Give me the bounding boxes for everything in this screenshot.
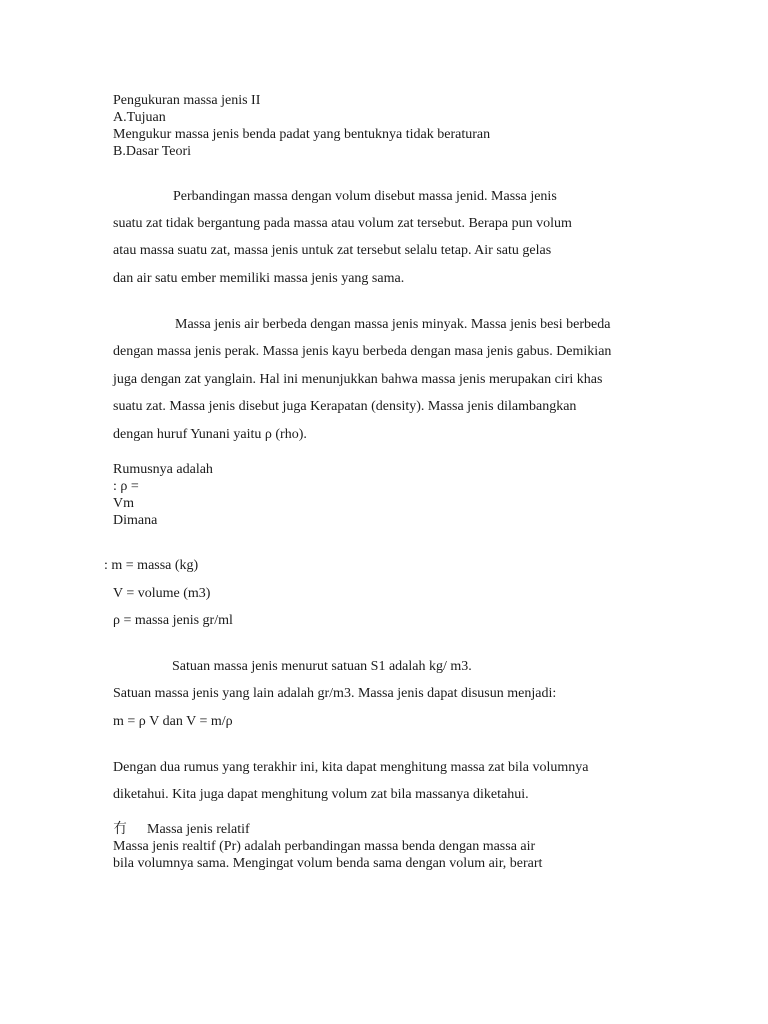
relatif-heading: Massa jenis relatif [147, 822, 250, 837]
relatif-line-1: Massa jenis realtif (Pr) adalah perbandingan massa benda dengan massa air [113, 839, 536, 854]
definition-rho: ρ = massa jenis gr/ml [113, 613, 233, 628]
paragraph-1-line: Perbandingan massa dengan volum disebut massa jenid. Massa jenis [173, 189, 557, 204]
paragraph-1-line: atau massa suatu zat, massa jenis untuk zat tersebut selalu tetap. Air satu gelas [113, 243, 552, 258]
formula-dimana: Dimana [113, 513, 158, 528]
paragraph-3-line: Dengan dua rumus yang terakhir ini, kita dapat menghitung massa zat bila volumnya [113, 760, 589, 775]
paragraph-2-line: dengan huruf Yunani yaitu ρ (rho). [113, 427, 307, 442]
paragraph-3-line: diketahui. Kita juga dapat menghitung volum zat bila massanya diketahui. [113, 787, 529, 802]
paragraph-1-line: dan air satu ember memiliki massa jenis yang sama. [113, 271, 405, 286]
section-a-heading: A.Tujuan [113, 110, 166, 125]
relatif-heading-line [113, 821, 250, 838]
tujuan-text: Mengukur massa jenis benda padat yang bentuknya tidak beraturan [113, 127, 491, 142]
paragraph-2-line: juga dengan zat yanglain. Hal ini menunjukkan bahwa massa jenis merupakan ciri khas [113, 372, 603, 387]
paragraph-2-line: dengan massa jenis perak. Massa jenis kayu berbeda dengan masa jenis gabus. Demikian [113, 344, 612, 359]
formula-vm: Vm [113, 496, 134, 511]
units-rearranged-formula: m = ρ V dan V = m/ρ [113, 714, 233, 729]
bullet-glyph: 冇 [113, 822, 127, 837]
definition-v: V = volume (m3) [113, 586, 211, 601]
units-si-line: Satuan massa jenis menurut satuan S1 adalah kg/ m3. [172, 659, 472, 674]
units-other-line: Satuan massa jenis yang lain adalah gr/m3. Massa jenis dapat disusun menjadi: [113, 686, 557, 701]
formula-rho: : ρ = [113, 479, 139, 494]
formula-intro: Rumusnya adalah [113, 462, 213, 477]
section-b-heading: B.Dasar Teori [113, 144, 192, 159]
paragraph-2-line: Massa jenis air berbeda dengan massa jenis minyak. Massa jenis besi berbeda [175, 317, 611, 332]
paragraph-2-line: suatu zat. Massa jenis disebut juga Kerapatan (density). Massa jenis dilambangkan [113, 399, 577, 414]
document-title: Pengukuran massa jenis II [113, 93, 261, 108]
paragraph-1-line: suatu zat tidak bergantung pada massa atau volum zat tersebut. Berapa pun volum [113, 216, 572, 231]
definition-m: : m = massa (kg) [104, 558, 199, 573]
relatif-line-2: bila volumnya sama. Mengingat volum benda sama dengan volum air, berart [113, 856, 543, 871]
